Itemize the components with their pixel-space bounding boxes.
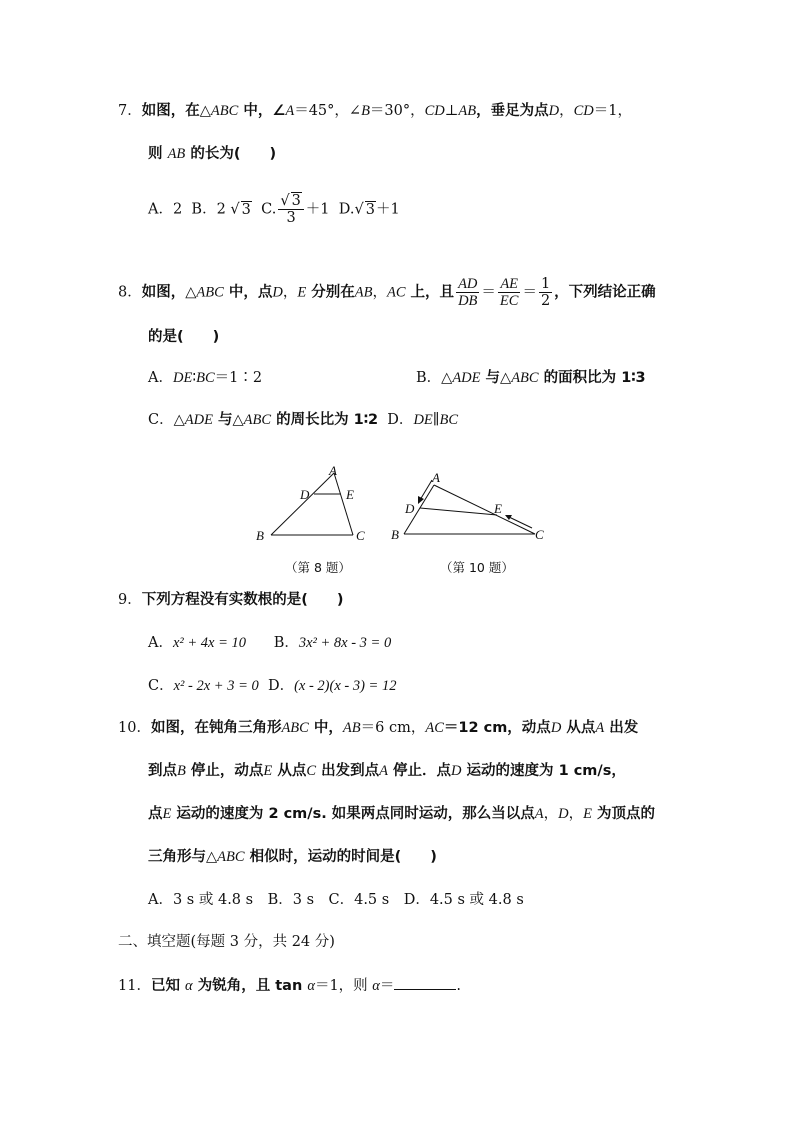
q10-text: 中， [308,720,343,736]
fraction: $\frac{√ 3}{3}$ [278,193,303,226]
option-label: B． [273,635,299,651]
q10-var: A [534,806,544,822]
q7-var: CD [573,103,594,119]
fraction-den: DB [458,293,478,309]
option-label: D． [267,678,295,694]
q8-var: ADE [184,412,213,428]
q8-text: 与△ [480,370,512,386]
equation: x² + 4x = 10 [172,635,247,651]
q10-var: A [595,720,605,736]
q8-text: 如图，△ [141,284,197,301]
q8-var: BC [196,370,215,386]
label-A: A [432,470,440,485]
q7-options: A．2 B．2 √ 3 C. $\frac{√ 3}{3}$ ＋1 D.√ 3＋1 [148,193,400,226]
q10-var: E [162,806,172,822]
q10-var: D [550,720,562,736]
q8-var: E [297,284,307,301]
q7-line2 [148,144,276,164]
q8-option-a [148,368,262,388]
q11-line1 [118,975,461,996]
fraction-num: 1 [540,276,551,292]
label-C: C [356,528,365,543]
segment-AB [271,473,334,535]
answer-blank[interactable] [394,975,456,990]
q8-var: AC [386,284,406,301]
q8-text: ， [282,284,298,301]
fraction [456,276,479,309]
equation: (x - 2)(x - 3) = 12 [294,678,397,694]
q9-options-cd [148,676,396,696]
q10-text: 停止．点 [387,763,451,779]
q7-text: ＝30°， [369,103,425,119]
q10-text: 点 [148,806,163,822]
q10-text: 运动的速度为 1 cm/s， [461,763,626,779]
segment-AC [434,485,535,534]
arrow-D [420,480,432,500]
q10-text: 如图，在钝角三角形 [150,720,282,736]
arrow-E [509,517,532,528]
option-label: B．△ [416,370,453,386]
q8-var: BC [439,412,459,428]
label-B: B [256,528,264,543]
q8-text: ， [372,284,387,301]
q9-number: 9． [118,592,142,608]
q10-var: ABC [217,849,245,865]
q8-var: DE [413,412,433,428]
q10-var: E [263,763,273,779]
q10-text: ， [568,806,584,822]
figure-q10 [385,465,555,545]
option-label: C．△ [148,412,185,428]
q7-text: 则 [148,146,168,162]
label-C: C [535,527,544,542]
sqrt-radicand: 3 [365,201,375,218]
q7-option-b: B．2 [191,201,226,218]
q8-var: AB [354,284,373,301]
q11-text: ＝ [379,978,395,994]
q10-var: D [558,806,569,822]
q7-text: 的长为( ) [185,146,277,162]
caption-fig10: （第 10 题） [440,560,514,575]
q7-text: ＝45°，∠ [294,103,362,119]
q8-var: ADE [452,370,481,386]
q10-line3 [148,804,655,824]
fraction-num: AD [458,276,478,292]
q7-option-d: D. [338,201,355,218]
sqrt-radicand: 3 [291,193,301,209]
option-label: A． [148,370,173,386]
q8-text: 分别在 [306,284,355,301]
option-label: C． [148,678,174,694]
label-E: E [346,487,354,502]
q7-line1 [118,101,632,121]
q8-var: ABC [196,284,224,301]
q8-options-cd [148,410,458,430]
equals: ＝ [522,284,537,301]
q7-number: 7． [118,103,142,119]
label-D: D [405,501,415,516]
q7-text: ＋1 [305,201,330,218]
q10-text: 出发到点 [316,763,380,779]
q8-var: ABC [511,370,539,386]
q10-var: AB [342,720,361,736]
q8-number: 8． [118,284,142,301]
q10-var: B [177,763,186,779]
equals: ＝ [481,284,496,301]
q11-text: ＝1，则 [314,978,373,994]
q8-var: ABC [243,412,272,428]
q10-text: 到点 [148,763,177,779]
q7-var: A [285,103,295,119]
q8-text: 与△ [212,412,244,428]
q7-abc: ABC [210,103,239,119]
q10-text: ＝6 cm， [360,720,426,736]
q10-text: ， [543,806,559,822]
segment-AC [334,473,353,535]
q7-text: 如图，在△ [141,103,211,119]
q7-text: ＋1 [375,201,400,218]
q11-var: α [307,978,315,994]
q10-var: ABC [281,720,309,736]
q10-options: A．3 s 或 4.8 s B．3 s C．4.5 s D．4.5 s 或 4.8 s [148,892,524,908]
q7-text: ，垂足为点 [476,103,549,119]
label-B: B [391,527,399,542]
segment-DE [420,508,497,515]
q7-option-a: A．2 [148,201,183,218]
q10-line4 [148,847,437,867]
q10-text: 为顶点的 [591,806,656,822]
q7-text: ， [559,103,574,119]
fraction-den: 2 [540,293,551,309]
q10-text: 运动的速度为 2 cm/s. 如果两点同时运动，那么当以点 [171,806,535,822]
fraction [539,276,552,309]
equation: 3x² + 8x - 3 = 0 [298,635,392,651]
q9-text: 下列方程没有实数根的是( ) [141,592,344,608]
label-A: A [329,463,337,478]
perp-symbol: ⊥ [444,103,459,119]
q7-var: B [361,103,370,119]
caption-fig8: （第 8 题） [285,560,351,575]
q10-var: AC [425,720,444,736]
fraction-den: 3 [286,210,296,226]
q10-text: 从点 [272,763,307,779]
q7-var: D [548,103,560,119]
q10-var: D [451,763,462,779]
equation: x² - 2x + 3 = 0 [173,678,259,694]
q7-text: ＝1， [593,103,633,119]
label-D: D [300,487,310,502]
q8-option-b [416,368,646,388]
q8-text: 中，点 [223,284,273,301]
q11-number: 11． [118,978,151,994]
q10-text: 三角形与△ [148,849,218,865]
q8-text: 的周长比为 1∶2 [271,412,379,428]
q8-var: DE [172,370,193,386]
label-E: E [494,501,502,516]
q7-text: 中，∠ [238,103,286,119]
q8-var: D [272,284,283,301]
q8-text: 上，且 [405,284,455,301]
q8-line2: 的是( ) [148,329,220,345]
sqrt-radicand: 3 [241,201,251,218]
q10-line2 [148,761,626,781]
q11-var: α [185,978,193,994]
q8-line1 [118,276,656,309]
q10-number: 10． [118,720,151,736]
q9-line1 [118,590,344,610]
q8-text: 的面积比为 1∶3 [538,370,646,386]
option-label: A． [148,635,173,651]
section-title: 二、填空题(每题 3 分，共 24 分) [118,934,335,950]
q8-text: ，下列结论正确 [554,284,656,301]
q11-text: 为锐角，且 tan [192,978,308,994]
q10-var: C [306,763,317,779]
q7-option-c: C. [261,201,277,218]
figure-q8 [250,460,380,550]
q10-text: ＝12 cm，动点 [443,720,551,736]
q10-text: 出发 [604,720,639,736]
parallel-symbol: ∥ [432,412,440,428]
q9-options-ab [148,633,391,653]
q10-text: 停止，动点 [185,763,264,779]
q10-var: A [379,763,388,779]
q11-text: 已知 [150,978,186,994]
option-label: D． [387,412,414,428]
q7-var: AB [167,146,186,162]
q10-text: 相似时，运动的时间是( ) [244,849,437,865]
q10-line1 [118,718,638,738]
q10-var: E [583,806,592,822]
q7-var: CD [424,103,445,119]
q11-text: . [456,978,462,994]
q10-text: 从点 [561,720,596,736]
q8-text: ＝1∶2 [214,370,263,386]
ratio: ∶ [192,370,197,386]
fraction-num: AE [498,276,521,293]
q7-var: AB [458,103,477,119]
q11-var: α [372,978,380,994]
fraction [498,276,521,309]
fraction-den: EC [499,293,519,309]
